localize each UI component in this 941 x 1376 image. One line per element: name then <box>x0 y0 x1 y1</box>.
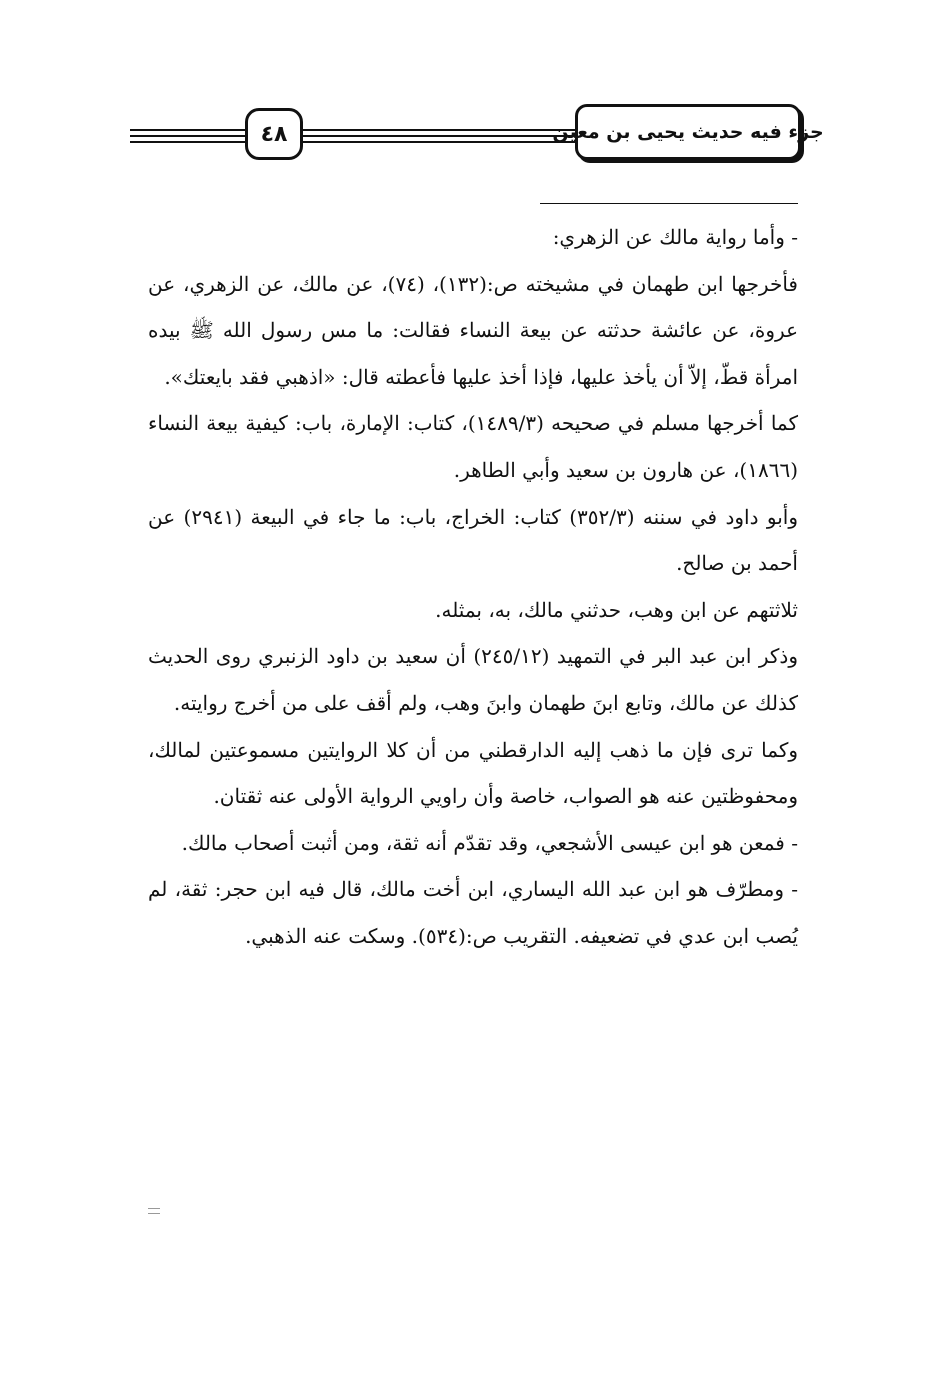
paragraph-three-narrators: ثلاثتهم عن ابن وهب، حدثني مالك، به، بمثله. <box>435 597 798 622</box>
book-title-frame <box>552 104 824 160</box>
paragraph-muslim: كما أخرجها مسلم في صحيحه (١٤٨٩/٣)، كتاب: الإمارة، باب: كيفية بيعة النساء (١٨٦٦)، عن هارون بن سعيد وأبي الطاهر. <box>148 411 798 482</box>
page-number-frame <box>245 108 303 160</box>
footnote-mark <box>148 1208 160 1214</box>
paragraph-daraqutni: وكما ترى فإن ما ذهب إليه الدارقطني من أن كلا الروايتين مسموعتين لمالك، ومحفوظتين عنه هو الصواب، خاصة وأن راويي الرواية الأولى عنه ثقتان. <box>148 737 798 809</box>
paragraph-mutarrif: - ومطرّف هو ابن عبد الله اليساري، ابن أخت مالك، قال فيه ابن حجر: ثقة، لم يُصب ابن عدي في تضعيفه. التقريب ص:(٥٣٤). وسكت عنه الذهبي. <box>148 877 798 948</box>
main-text <box>148 214 798 960</box>
paragraph-ibn-abd-al-barr: وذكر ابن عبد البر في التمهيد (٢٤٥/١٢) أن سعيد بن داود الزنبري روى الحديث كذلك عن مالك، وتابع ابنَ طهمان وابنَ وهب، ولم أقف على من أخرج روايته. <box>148 644 798 715</box>
paragraph-abu-dawud: وأبو داود في سننه (٣٥٢/٣) كتاب: الخراج، باب: ما جاء في البيعة (٢٩٤١) عن أحمد بن صالح. <box>148 504 798 576</box>
separator-line <box>540 203 798 204</box>
paragraph-ibn-tahman: فأخرجها ابن طهمان في مشيخته ص:(١٣٢)، (٧٤)، عن مالك، عن الزهري، عن عروة، عن عائشة حدثته عن بيعة النساء فقالت: ما مس رسول الله ﷺ بيده امرأة قطّ، إلاّ أن يأخذ عليها، فإذا أخذ عليها فأعطته قال: «اذهبي فقد بايعتك». <box>148 271 798 389</box>
paragraph-maan: - فمعن هو ابن عيسى الأشجعي، وقد تقدّم أنه ثقة، ومن أثبت أصحاب مالك. <box>181 830 798 855</box>
paragraph-heading-malik: - وأما رواية مالك عن الزهري: <box>552 225 798 249</box>
book-title: جزء فيه حديث يحيى بن معين <box>552 121 824 143</box>
page-header <box>130 102 824 164</box>
page-number: ٤٨ <box>260 121 288 147</box>
